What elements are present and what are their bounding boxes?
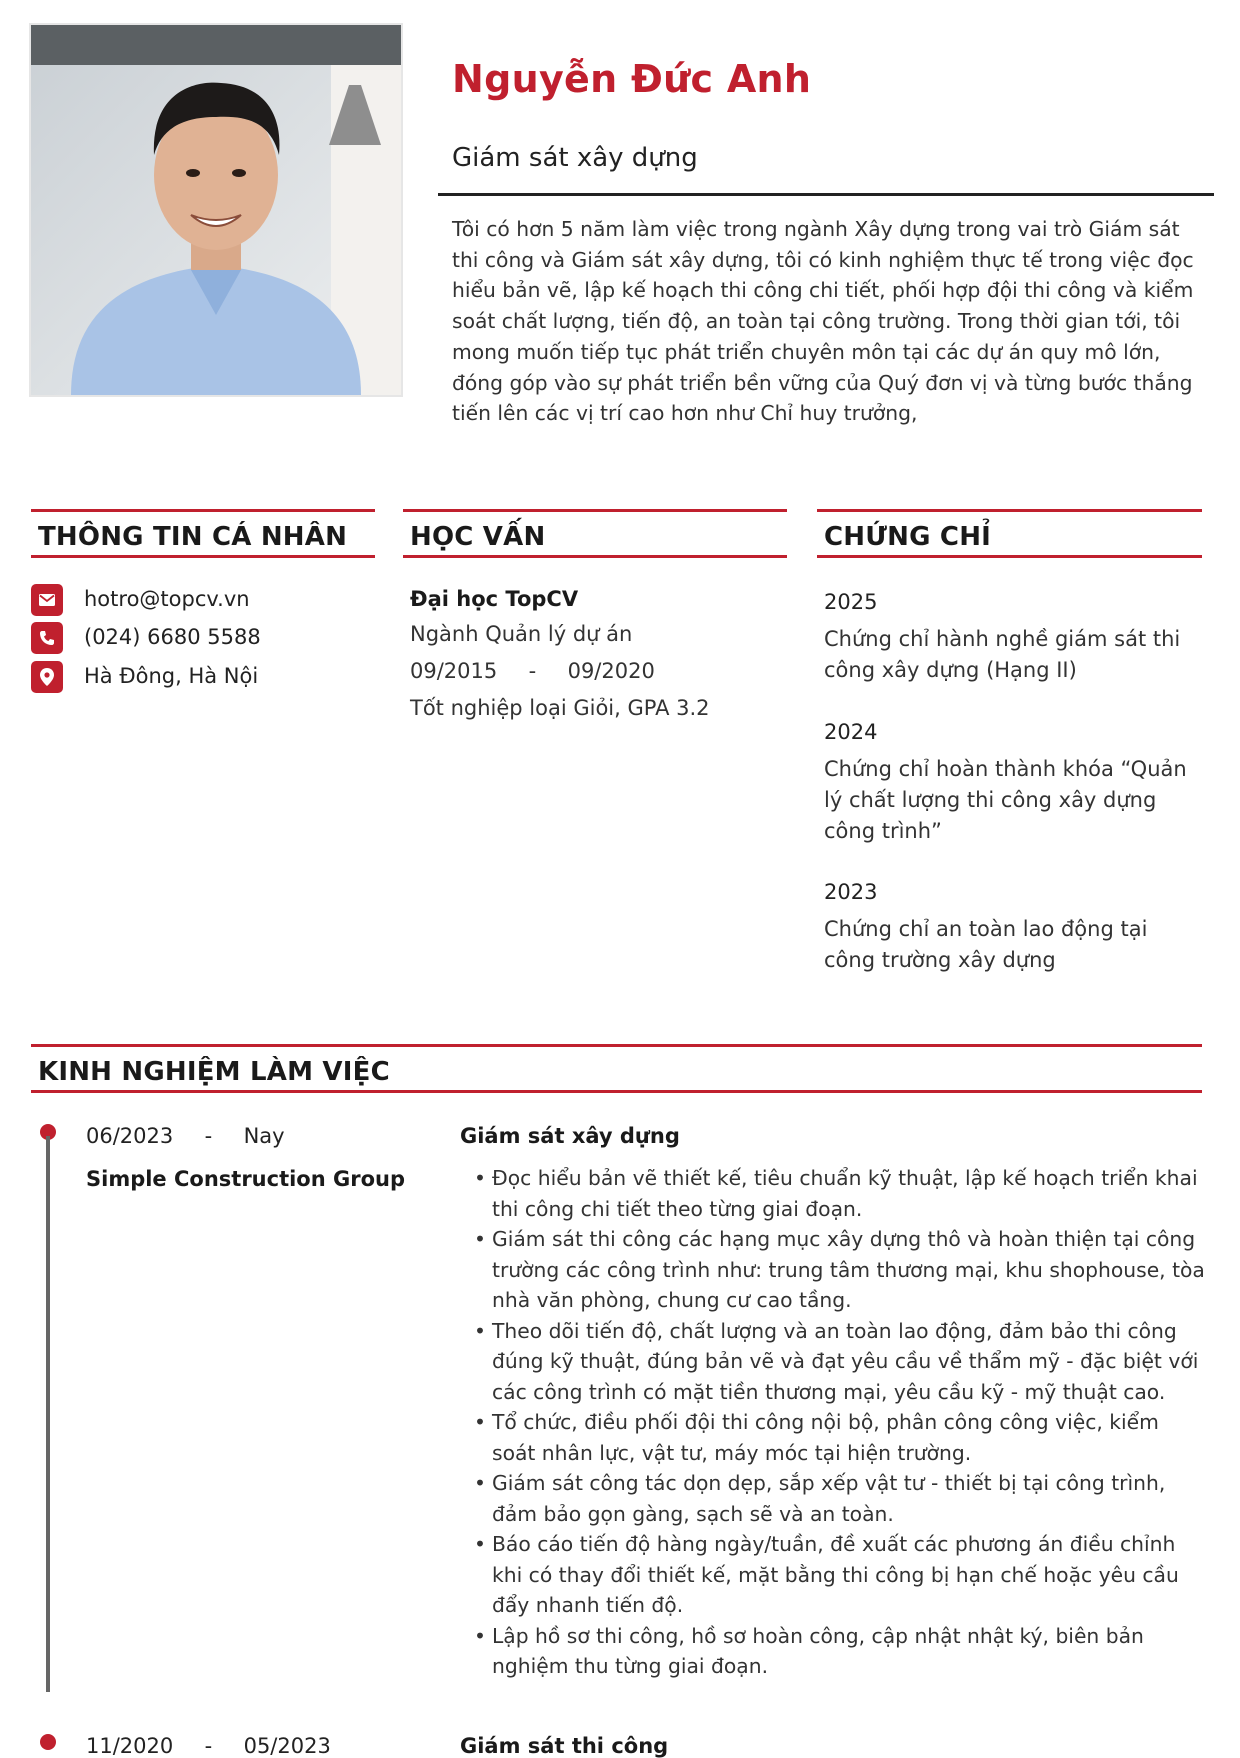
experience-start: 06/2023 [86,1124,174,1148]
certificate-name: Chứng chỉ an toàn lao động tại công trường xây dựng [824,917,1148,972]
personal-info-title: THÔNG TIN CÁ NHÂN [38,522,348,552]
phone-icon [31,622,63,654]
certificate-year: 2025 [824,590,878,614]
experience-dates [86,1734,331,1758]
certificate-year: 2023 [824,880,878,904]
job-role: Giám sát thi công [460,1734,669,1758]
responsibility-list [466,1163,1206,1682]
job-title: Giám sát xây dựng [452,143,698,173]
section-rule-top [31,509,375,512]
list-item: • Tổ chức, điều phối đội thi công nội bộ, phân công công việc, kiểm soát nhân lực, vật tư, máy móc tại hiện trường. [466,1407,1206,1468]
section-rule-bottom [403,555,787,558]
certificates-title: CHỨNG CHỈ [824,522,992,552]
list-item: • Đọc hiểu bản vẽ thiết kế, tiêu chuẩn kỹ thuật, lập kế hoạch triển khai thi công chi tiết theo từng giai đoạn. [466,1163,1206,1224]
section-rule-bottom [31,555,375,558]
certificate-name: Chứng chỉ hành nghề giám sát thi công xây dựng (Hạng II) [824,627,1181,682]
company-name: Simple Construction Group [86,1167,405,1191]
section-rule-bottom [817,555,1202,558]
timeline-dot [40,1734,56,1750]
address-text: Hà Đông, Hà Nội [84,664,259,688]
certificate-name: Chứng chỉ hoàn thành khóa “Quản lý chất lượng thi công xây dựng công trình” [824,757,1187,843]
list-item: • Giám sát công tác dọn dẹp, sắp xếp vật tư - thiết bị tại công trình, đảm bảo gọn gàng, sạch sẽ và an toàn. [466,1468,1206,1529]
candidate-name: Nguyễn Đức Anh [452,57,812,101]
experience-start: 11/2020 [86,1734,174,1758]
email-text: hotro@topcv.vn [84,587,250,611]
profile-photo [29,23,403,397]
date-separator: - [204,1124,213,1148]
section-rule-top [403,509,787,512]
location-pin-icon [31,661,63,693]
section-rule-bottom [31,1090,1202,1093]
title-divider [438,193,1214,196]
list-item: • Báo cáo tiến độ hàng ngày/tuần, đề xuất các phương án điều chỉnh khi có thay đổi thiết kế, mặt bằng thi công bị hạn chế hoặc yêu cầu đẩy nhanh tiến độ. [466,1529,1206,1621]
list-item: • Giám sát thi công các hạng mục xây dựng thô và hoàn thiện tại công trường các công trình như: trung tâm thương mại, khu shophouse, tòa nhà văn phòng, chung cư cao tầng. [466,1224,1206,1316]
section-rule-top [817,509,1202,512]
school-name: Đại học TopCV [410,587,579,611]
experience-dates [86,1124,285,1148]
envelope-icon [31,584,63,616]
portrait-image [31,25,401,395]
list-item: • Theo dõi tiến độ, chất lượng và an toàn lao động, đảm bảo thi công đúng kỹ thuật, đúng bản vẽ và đạt yêu cầu về thẩm mỹ - đặc biệt với các công trình có mặt tiền thương mại, yêu cầu kỹ - mỹ thuật cao. [466,1316,1206,1408]
experience-title: KINH NGHIỆM LÀM VIỆC [38,1057,390,1087]
career-summary: Tôi có hơn 5 năm làm việc trong ngành Xây dựng trong vai trò Giám sát thi công và Giám sát xây dựng, tôi có kinh nghiệm thực tế trong việc đọc hiểu bản vẽ, lập kế hoạch thi công chi tiết, phối hợp đội thi công và kiểm soát chất lượng, tiến độ, an toàn tại công trường. Trong thời gian tới, tôi mong muốn tiếp tục phát triển chuyên môn tại các dự án quy mô lớn, đóng góp vào sự phát triển bền vững của Quý đơn vị và từng bước thắng tiến lên các vị trí cao hơn như Chỉ huy trưởng, [452,217,1194,426]
education-start: 09/2015 [410,659,498,683]
date-separator: - [204,1734,213,1758]
experience-end: 05/2023 [243,1734,331,1758]
major-text: Ngành Quản lý dự án [410,622,633,646]
education-title: HỌC VẤN [410,522,546,552]
timeline-line [46,1136,50,1692]
job-role: Giám sát xây dựng [460,1124,680,1148]
phone-text: (024) 6680 5588 [84,625,261,649]
certificate-year: 2024 [824,720,878,744]
graduation-result: Tốt nghiệp loại Giỏi, GPA 3.2 [410,696,710,720]
section-rule-top [31,1044,1202,1047]
date-separator: - [528,659,537,683]
education-dates [410,659,655,683]
experience-end: Nay [243,1124,285,1148]
list-item: • Lập hồ sơ thi công, hồ sơ hoàn công, cập nhật nhật ký, biên bản nghiệm thu từng giai đoạn. [466,1621,1206,1682]
education-end: 09/2020 [567,659,655,683]
